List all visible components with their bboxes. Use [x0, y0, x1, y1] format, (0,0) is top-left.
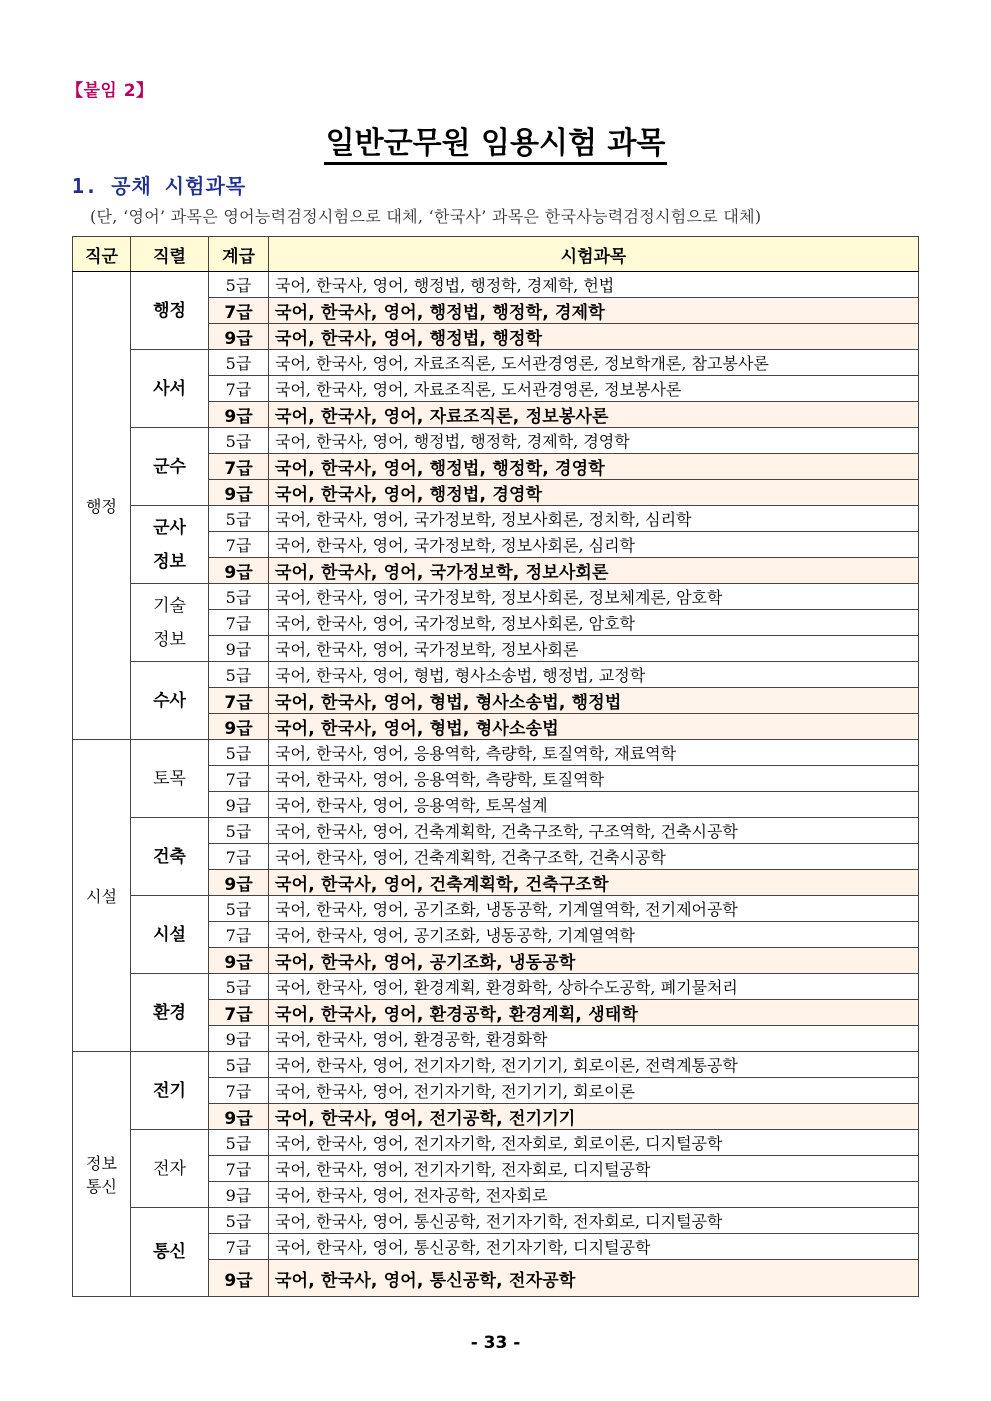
grade-cell: 7급 — [209, 298, 269, 324]
grade-cell: 7급 — [209, 688, 269, 714]
table-row — [73, 584, 919, 610]
table-row — [73, 974, 919, 1000]
grade-cell: 9급 — [209, 1026, 269, 1052]
subjects-cell: 국어, 한국사, 영어, 통신공학, 전자공학 — [269, 1260, 919, 1297]
table-row — [73, 1052, 919, 1078]
grade-cell: 5급 — [209, 428, 269, 454]
subjects-cell: 국어, 한국사, 영어, 환경공학, 환경화학 — [269, 1026, 919, 1052]
table-row — [73, 272, 919, 298]
job-series-cell: 군수 — [131, 428, 209, 506]
subjects-cell: 국어, 한국사, 영어, 건축계획학, 건축구조학 — [269, 870, 919, 896]
group-cell: 행정 — [73, 272, 131, 740]
job-series-cell: 행정 — [131, 272, 209, 350]
job-series-cell: 군사 정보 — [131, 506, 209, 584]
grade-cell: 9급 — [209, 948, 269, 974]
grade-cell: 9급 — [209, 558, 269, 584]
page-number: - 33 - — [470, 1333, 521, 1353]
grade-cell: 7급 — [209, 454, 269, 480]
job-series-cell: 전기 — [131, 1052, 209, 1130]
grade-cell: 5급 — [209, 662, 269, 688]
grade-cell: 9급 — [209, 1104, 269, 1130]
subjects-cell: 국어, 한국사, 영어, 국가정보학, 정보사회론, 심리학 — [269, 532, 919, 558]
table-row — [73, 740, 919, 766]
subjects-cell: 국어, 한국사, 영어, 전자공학, 전자회로 — [269, 1182, 919, 1208]
job-series-cell: 전자 — [131, 1130, 209, 1208]
grade-cell: 5급 — [209, 896, 269, 922]
subjects-cell: 국어, 한국사, 영어, 전기자기학, 전자회로, 디지털공학 — [269, 1156, 919, 1182]
subjects-cell: 국어, 한국사, 영어, 자료조직론, 도서관경영론, 정보학개론, 참고봉사론 — [269, 350, 919, 376]
grade-cell: 9급 — [209, 636, 269, 662]
subjects-cell: 국어, 한국사, 영어, 자료조직론, 도서관경영론, 정보봉사론 — [269, 376, 919, 402]
subjects-cell: 국어, 한국사, 영어, 공기조화, 냉동공학 — [269, 948, 919, 974]
header-job: 직렬 — [131, 237, 209, 272]
grade-cell: 9급 — [209, 324, 269, 350]
grade-cell: 5급 — [209, 818, 269, 844]
grade-cell: 7급 — [209, 532, 269, 558]
subjects-cell: 국어, 한국사, 영어, 형법, 형사소송법, 행정법 — [269, 688, 919, 714]
table-row — [73, 506, 919, 532]
grade-cell: 7급 — [209, 610, 269, 636]
section-title: 1. 공채 시험과목 — [72, 174, 247, 198]
grade-cell: 7급 — [209, 922, 269, 948]
subjects-cell: 국어, 한국사, 영어, 행정법, 행정학, 경영학 — [269, 454, 919, 480]
subjects-cell: 국어, 한국사, 영어, 건축계획학, 건축구조학, 구조역학, 건축시공학 — [269, 818, 919, 844]
grade-cell: 5급 — [209, 1130, 269, 1156]
section-note: (단, ‘영어’ 과목은 영어능력검정시험으로 대체, ‘한국사’ 과목은 한국사능력검정시험으로 대체) — [90, 207, 762, 226]
grade-cell: 5급 — [209, 740, 269, 766]
grade-cell: 9급 — [209, 402, 269, 428]
subjects-cell: 국어, 한국사, 영어, 행정법, 행정학, 경제학, 헌법 — [269, 272, 919, 298]
subjects-cell: 국어, 한국사, 영어, 전기자기학, 전기기기, 회로이론 — [269, 1078, 919, 1104]
subjects-cell: 국어, 한국사, 영어, 전기공학, 전기기기 — [269, 1104, 919, 1130]
subjects-cell: 국어, 한국사, 영어, 행정법, 경영학 — [269, 480, 919, 506]
grade-cell: 5급 — [209, 974, 269, 1000]
subjects-cell: 국어, 한국사, 영어, 통신공학, 전기자기학, 디지털공학 — [269, 1234, 919, 1260]
subjects-cell: 국어, 한국사, 영어, 국가정보학, 정보사회론 — [269, 558, 919, 584]
job-series-cell: 시설 — [131, 896, 209, 974]
group-cell: 시설 — [73, 740, 131, 1052]
page-title — [0, 118, 991, 162]
table-row — [73, 662, 919, 688]
subjects-cell: 국어, 한국사, 영어, 전기자기학, 전기기기, 회로이론, 전력계통공학 — [269, 1052, 919, 1078]
grade-cell: 5급 — [209, 506, 269, 532]
grade-cell: 7급 — [209, 1000, 269, 1026]
grade-cell: 9급 — [209, 1260, 269, 1297]
table-row — [73, 350, 919, 376]
group-cell: 정보 통신 — [73, 1052, 131, 1297]
grade-cell: 7급 — [209, 844, 269, 870]
subjects-cell: 국어, 한국사, 영어, 국가정보학, 정보사회론, 정치학, 심리학 — [269, 506, 919, 532]
table-header-row — [73, 237, 919, 272]
attachment-label: 【붙임 2】 — [66, 81, 154, 101]
subjects-cell: 국어, 한국사, 영어, 전기자기학, 전자회로, 회로이론, 디지털공학 — [269, 1130, 919, 1156]
job-series-cell: 건축 — [131, 818, 209, 896]
grade-cell: 9급 — [209, 714, 269, 740]
subjects-cell: 국어, 한국사, 영어, 자료조직론, 정보봉사론 — [269, 402, 919, 428]
grade-cell: 5급 — [209, 584, 269, 610]
table-row — [73, 1208, 919, 1234]
subjects-cell: 국어, 한국사, 영어, 국가정보학, 정보사회론, 정보체계론, 암호학 — [269, 584, 919, 610]
subjects-cell: 국어, 한국사, 영어, 행정법, 행정학 — [269, 324, 919, 350]
job-series-cell: 수사 — [131, 662, 209, 740]
page-title-text: 일반군무원 임용시험 과목 — [324, 126, 668, 165]
subjects-cell: 국어, 한국사, 영어, 응용역학, 토목설계 — [269, 792, 919, 818]
job-series-cell: 환경 — [131, 974, 209, 1052]
table-body — [73, 272, 919, 1297]
grade-cell: 5급 — [209, 350, 269, 376]
subjects-cell: 국어, 한국사, 영어, 공기조화, 냉동공학, 기계열역학 — [269, 922, 919, 948]
header-subjects: 시험과목 — [269, 237, 919, 272]
subjects-cell: 국어, 한국사, 영어, 환경공학, 환경계획, 생태학 — [269, 1000, 919, 1026]
job-series-cell: 토목 — [131, 740, 209, 818]
job-series-cell: 사서 — [131, 350, 209, 428]
subjects-cell: 국어, 한국사, 영어, 국가정보학, 정보사회론 — [269, 636, 919, 662]
table-row — [73, 428, 919, 454]
header-grade: 계급 — [209, 237, 269, 272]
subjects-cell: 국어, 한국사, 영어, 환경계획, 환경화학, 상하수도공학, 폐기물처리 — [269, 974, 919, 1000]
subjects-cell: 국어, 한국사, 영어, 통신공학, 전기자기학, 전자회로, 디지털공학 — [269, 1208, 919, 1234]
grade-cell: 7급 — [209, 1078, 269, 1104]
subjects-cell: 국어, 한국사, 영어, 행정법, 행정학, 경제학, 경영학 — [269, 428, 919, 454]
grade-cell: 7급 — [209, 1156, 269, 1182]
header-group: 직군 — [73, 237, 131, 272]
job-series-cell: 기술 정보 — [131, 584, 209, 662]
job-series-cell: 통신 — [131, 1208, 209, 1297]
subjects-cell: 국어, 한국사, 영어, 형법, 형사소송법, 행정법, 교정학 — [269, 662, 919, 688]
grade-cell: 9급 — [209, 792, 269, 818]
grade-cell: 7급 — [209, 766, 269, 792]
subjects-cell: 국어, 한국사, 영어, 국가정보학, 정보사회론, 암호학 — [269, 610, 919, 636]
subjects-cell: 국어, 한국사, 영어, 행정법, 행정학, 경제학 — [269, 298, 919, 324]
subjects-cell: 국어, 한국사, 영어, 응용역학, 측량학, 토질역학, 재료역학 — [269, 740, 919, 766]
subjects-cell: 국어, 한국사, 영어, 공기조화, 냉동공학, 기계열역학, 전기제어공학 — [269, 896, 919, 922]
grade-cell: 7급 — [209, 376, 269, 402]
grade-cell: 9급 — [209, 870, 269, 896]
grade-cell: 5급 — [209, 1052, 269, 1078]
subjects-cell: 국어, 한국사, 영어, 건축계획학, 건축구조학, 건축시공학 — [269, 844, 919, 870]
table-row — [73, 1130, 919, 1156]
grade-cell: 9급 — [209, 1182, 269, 1208]
subjects-cell: 국어, 한국사, 영어, 형법, 형사소송법 — [269, 714, 919, 740]
subjects-cell: 국어, 한국사, 영어, 응용역학, 측량학, 토질역학 — [269, 766, 919, 792]
grade-cell: 9급 — [209, 480, 269, 506]
exam-subjects-table — [72, 236, 919, 1297]
grade-cell: 7급 — [209, 1234, 269, 1260]
table-row — [73, 896, 919, 922]
table-row — [73, 818, 919, 844]
grade-cell: 5급 — [209, 1208, 269, 1234]
grade-cell: 5급 — [209, 272, 269, 298]
